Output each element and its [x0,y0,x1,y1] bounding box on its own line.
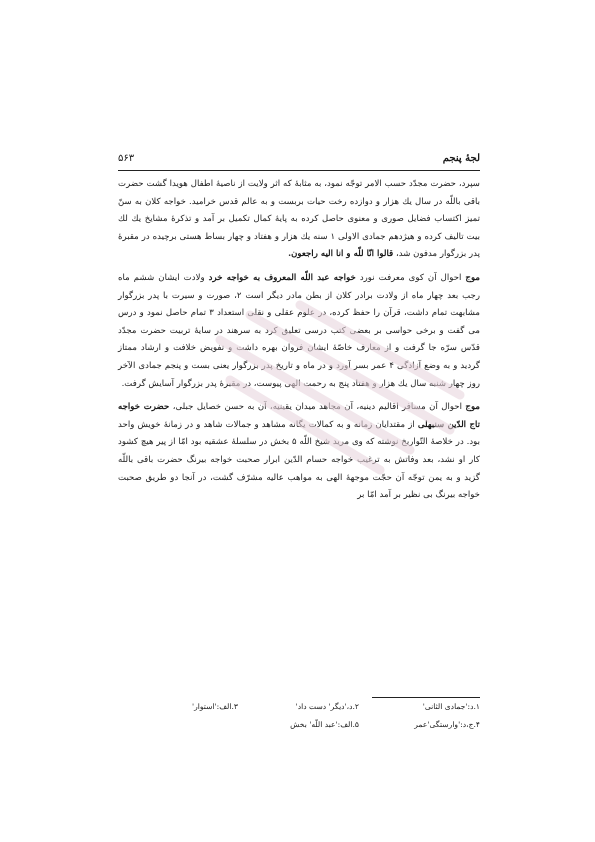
paragraph-2-name: خواجه عبد اللّه المعروف به خواجه خرد [208,272,356,283]
page-header [118,153,480,169]
paragraph-3 [118,399,480,505]
footnote: ۳.الف:'استوار' [192,702,238,711]
header-rule [118,170,480,171]
paragraph-2 [118,270,480,393]
paragraph-1 [118,176,480,264]
paragraph-3-intro: احوال آن مسافر اقالیم دینیه، آن مجاهد میدان یقینیه، آن به حسن خصایل جبلی، [172,402,462,413]
footnote-rule [372,697,480,698]
main-text [118,176,480,511]
footnotes [118,702,480,738]
footnote: ۲.د،'دیگر' دست داد' [295,702,359,711]
paragraph-1-closing: قالوا انّا للّه و انا الیه راجعون. [288,249,394,260]
paragraph-2-lead: موج [465,272,480,283]
page-number: ۵۶۳ [118,153,135,164]
footnote: ۴.ج،د:'وارستگی'عمر [414,720,480,729]
paragraph-2-text: ولادت ایشان ششم ماه رجب بعد چهار ماه از ولادت برادر کلان از بطن مادر دیگر است ۲، صورت و سیرت با پدر بزرگوار مشابهت تمام داشت، قرآن را حفظ کرده، در علوم عقلی و نقلی استعداد ۳ تمام حاصل نمود و درس می گفت و برخی حواسی بر بعضی کتب درسی تعلیق کرد به سرهند در سایۀ تربیت حضرت مجدّد قدّس سرّه جا گرفت و از معارف خاصّۀ ایشان فروان بهره داشت و تفویض خلافت و ارشاد ممتاز گردید و به وضع آزادگی ۴ عمر بسر آورد و در ماه و تاریخ پدر بزرگوار یعنی بست و پنجم جمادی الآخر روز چهار شنبه سال یك هزار و هفتاد پنج به رحمت الهی پیوست، در مقبرۀ پدر بزرگوار آسایش گرفت. [118,272,480,389]
footnote [118,720,238,738]
footnote: ۱.د:'جمادی الثانی' [422,702,480,711]
footnote-row [118,720,480,738]
footnote-row [118,702,480,720]
paragraph-3-name: حضرت خواجه تاج الدّین سنبهلی [118,402,481,430]
paragraph-1-text: سپرد، حضرت مجدّد حسب الامر توجّه نمود، به مثابۀ که اثر ولایت از ناصیۀ اطفال هویدا گشت حضرت باقی باللّه در سال یك هزار و دوازده رخت حیات بربست و به عالم قدس خرامید. خواجه کلان به سنّ تمیز اکتساب فضایل صوری و معنوی حاصل کرده به پایۀ کمال تکمیل بر آمد و تذکرۀ مشایخ یك لك بیت تالیف کرده و هیژدهم جمادی الاولی ۱ سنه یك هزار و هفتاد و چهار بساط هستی برچیده در مقبرۀ پدر بزرگوار مدفون شد، [118,179,480,260]
footnote: ۵.الف:'عبد اللّه' بخش [290,720,359,729]
running-title: لجۀ پنجم [442,153,480,164]
paragraph-3-text: از مقتدایان زمانه و به کمالات یگانه مشاهد و جمالات شاهد و در زمانۀ خویش واحد بود. در خلاصۀ التّواریخ نوشته که وی مرید شیخ اللّه ۵ بخش در سلسلۀ عشقیه بود امّا از پیر هیچ کشود کار او نشد، بعد وفاتش به ترغیب خواجه حسام الدّین ابرار صحبت خواجه بیرنگ حضرت باقی باللّه گزید و به یمن توجّه آن حجّت موجهۀ الهی به مواهب عالیه مشرّف گشت، در آنجا دو طریق صحبت خواجه بیرنگ بی نظیر بر آمد امّا بر [118,419,480,501]
paragraph-3-lead: موج [465,402,480,413]
paragraph-2-intro: احوال آن کوی معرفت نورد [359,272,462,283]
